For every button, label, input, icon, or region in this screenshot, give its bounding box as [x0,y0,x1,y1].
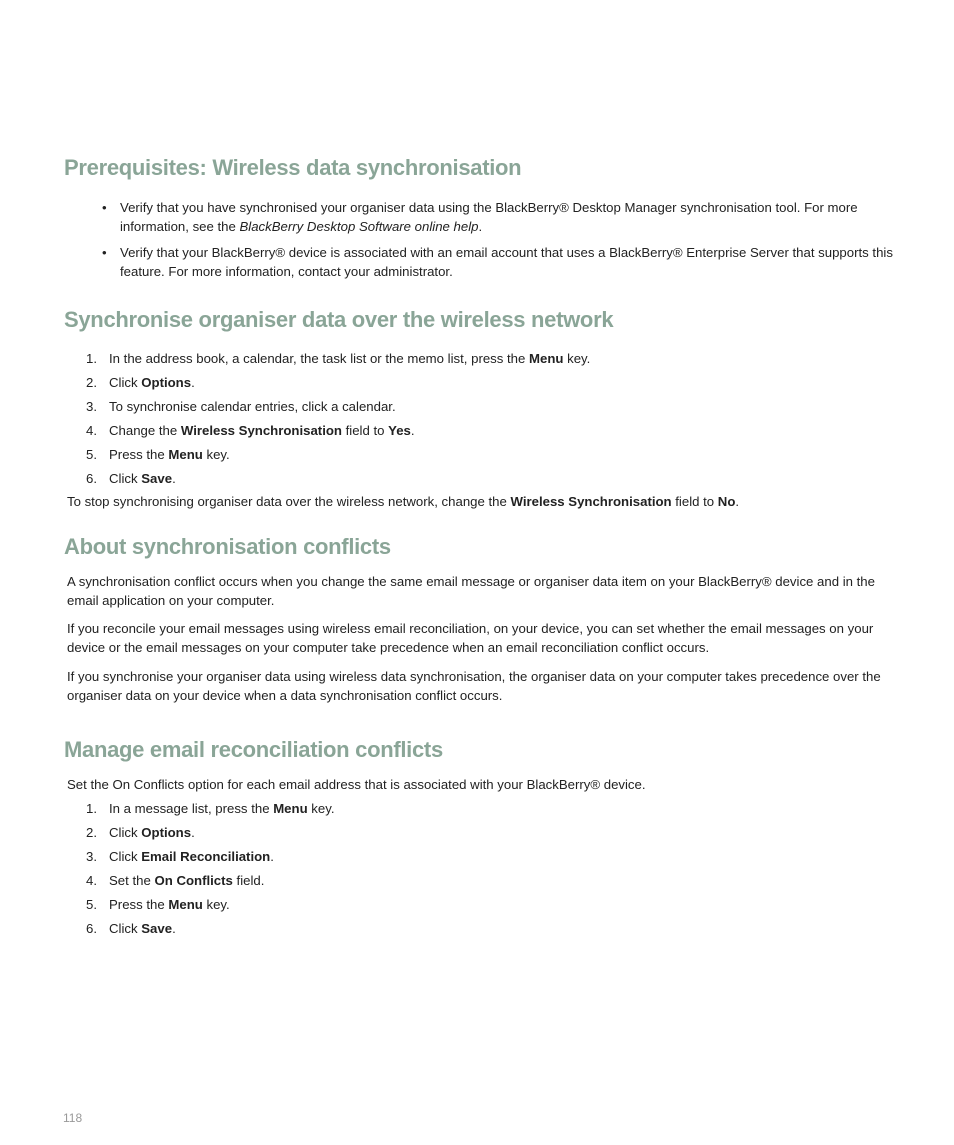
step-text: . [172,471,176,486]
synchronise-steps [67,349,590,493]
step-number: 6. [86,921,97,936]
step-text: Press the [109,897,169,912]
step-text: Change the [109,423,181,438]
step-number: 6. [86,471,97,486]
ui-term: Yes [388,423,411,438]
ui-term: Menu [168,897,203,912]
step-item [67,421,590,445]
step-item [67,397,590,421]
step-item [67,349,590,373]
step-text: In the address book, a calendar, the task list or the memo list, press the [109,351,530,366]
step-text: key. [307,801,335,816]
step-text: . [270,849,274,864]
step-text: key. [563,351,591,366]
step-text: . [191,375,195,390]
step-text: field to [341,423,389,438]
step-number: 5. [86,897,97,912]
ui-term: Options [141,825,192,840]
step-text: To synchronise calendar entries, click a calendar. [109,399,396,414]
heading-prerequisites: Prerequisites: Wireless data synchronisation [64,155,522,180]
step-number: 5. [86,447,97,462]
paragraph: If you synchronise your organiser data using wireless data synchronisation, the organiser data on your computer takes precedence over the organiser data on your device when a data synchronisation conflict occurs. [67,669,881,703]
page-number: 118 [63,1111,83,1125]
ui-term: Save [141,471,173,486]
prerequisites-list [67,198,897,288]
bullet-marker: • [102,200,107,215]
list-item [67,243,897,281]
step-item [67,919,335,943]
step-item [67,799,335,823]
paragraph: Set the On Conflicts option for each email address that is associated with your BlackBerry® device. [67,777,646,792]
stop-sync-note [67,492,897,511]
step-text: . [172,921,176,936]
step-number: 1. [86,351,97,366]
step-item [67,373,590,397]
step-number: 2. [86,825,97,840]
step-number: 2. [86,375,97,390]
ui-term: Email Reconciliation [141,849,271,864]
step-number: 3. [86,399,97,414]
step-text: key. [202,447,230,462]
ui-term: Wireless Synchronisation [180,423,342,438]
step-text: In a message list, press the [109,801,274,816]
step-text: Press the [109,447,169,462]
step-text: key. [202,897,230,912]
step-text: Click [109,471,142,486]
note-text: . [735,494,740,509]
step-number: 4. [86,423,97,438]
ui-term: Menu [273,801,308,816]
step-item [67,895,335,919]
bullet-marker: • [102,245,107,260]
note-text: field to [671,494,718,509]
step-item [67,823,335,847]
step-text: Click [109,825,142,840]
step-text: Click [109,921,142,936]
heading-manage-conflicts: Manage email reconciliation conflicts [64,737,443,762]
ui-term: Menu [168,447,203,462]
list-item-text: Verify that you have synchronised your organiser data using the BlackBerry® Desktop Manager synchronisation tool. For more information, see the [120,200,858,234]
step-number: 1. [86,801,97,816]
note-text: To stop synchronising organiser data over the wireless network, change the [67,494,511,509]
step-number: 3. [86,849,97,864]
ui-term: Wireless Synchronisation [510,494,672,509]
help-reference: BlackBerry Desktop Software online help [239,219,479,234]
step-text: Click [109,375,142,390]
ui-term: No [717,494,736,509]
heading-synchronise-wireless: Synchronise organiser data over the wireless network [64,307,614,332]
step-text: . [410,423,415,438]
step-text: Set the [109,873,155,888]
punctuation: . [478,219,483,234]
list-item [67,198,897,236]
ui-term: Menu [529,351,564,366]
ui-term: On Conflicts [154,873,233,888]
step-item [67,445,590,469]
step-number: 4. [86,873,97,888]
step-item [67,847,335,871]
paragraph: A synchronisation conflict occurs when you change the same email message or organiser data item on your BlackBerry® device and in the email application on your computer. [67,574,875,608]
step-item [67,469,590,493]
step-text: field. [232,873,265,888]
step-text: Click [109,849,142,864]
ui-term: Options [141,375,192,390]
step-text: . [191,825,195,840]
manage-conflicts-steps [67,799,335,943]
heading-about-conflicts: About synchronisation conflicts [64,534,391,559]
paragraph: If you reconcile your email messages using wireless email reconciliation, on your device, you can set whether the email messages on your device or the email messages on your computer take precedence when an email reconciliation conflict occurs. [67,621,874,655]
step-item [67,871,335,895]
ui-term: Save [141,921,173,936]
list-item-text: Verify that your BlackBerry® device is associated with an email account that uses a BlackBerry® Enterprise Server that supports this feature. For more information, contact your administrator. [120,245,893,279]
